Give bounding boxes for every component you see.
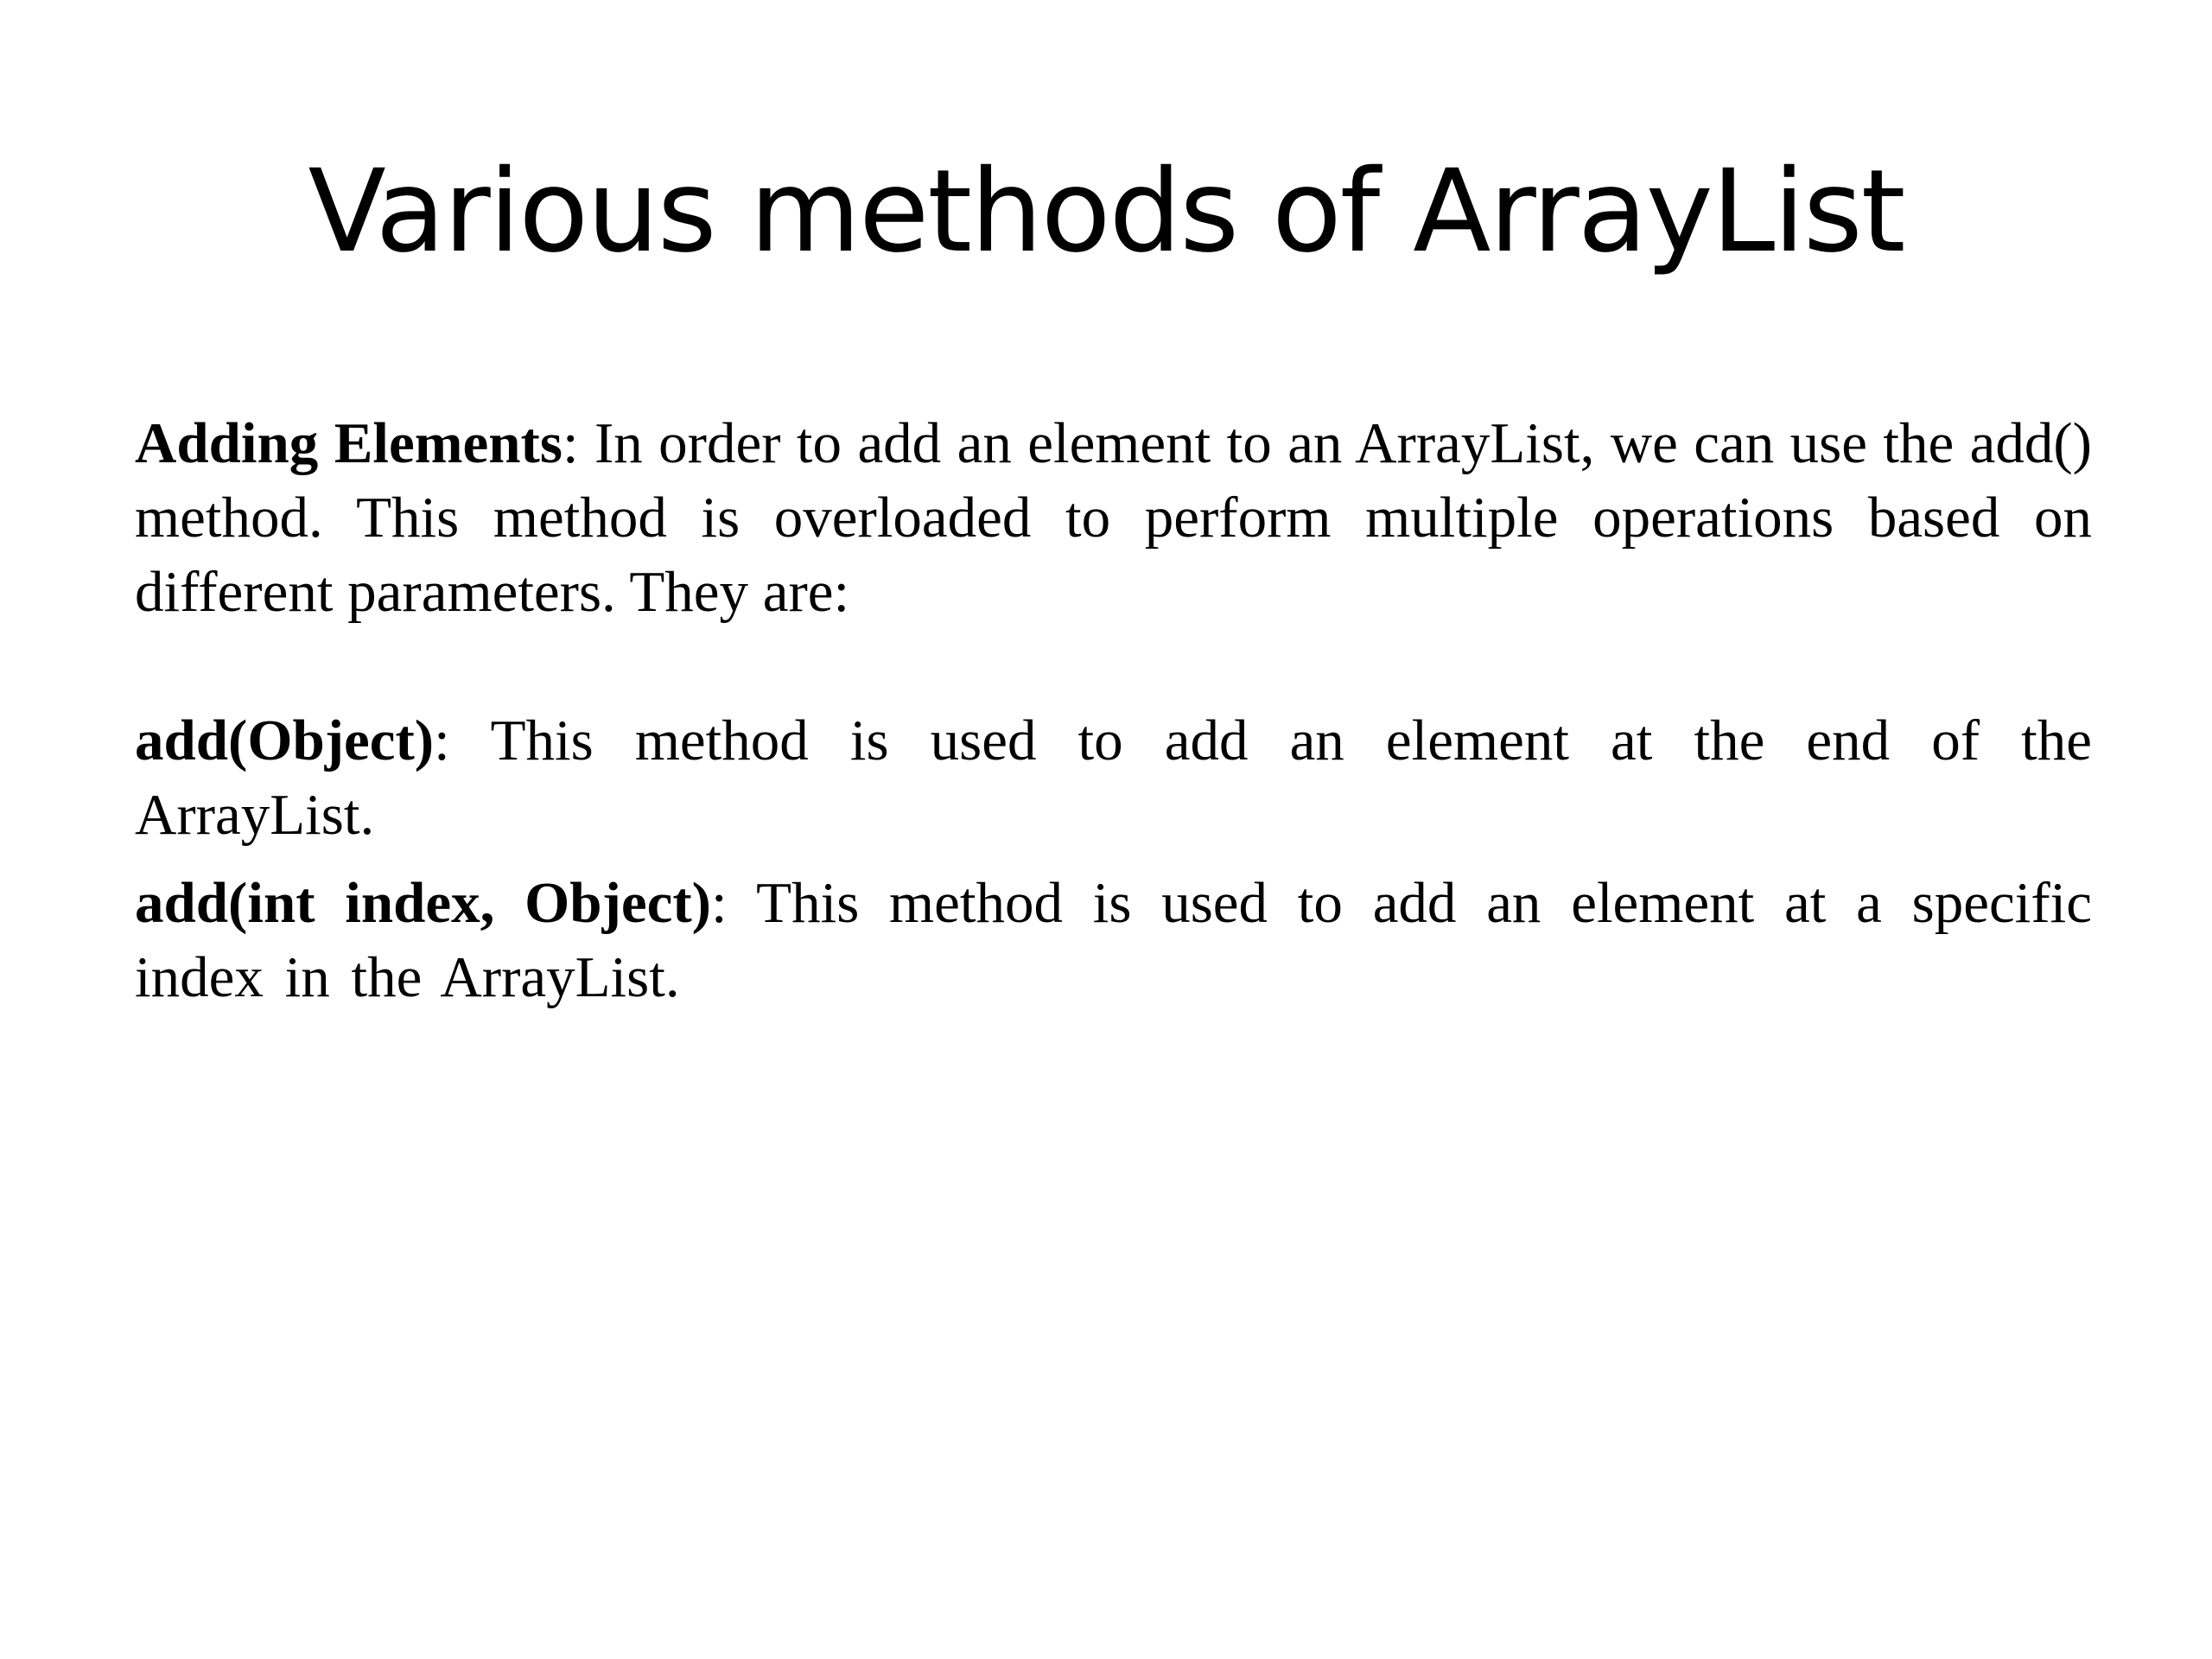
intro-paragraph: [135, 406, 2092, 629]
method-description: : This method is used to add an element at a specific index in the ArrayList.: [135, 871, 2092, 1009]
method-signature: add(int index, Object): [135, 871, 711, 935]
method-description: : This method is used to add an element at the end of the ArrayList.: [135, 709, 2092, 847]
method-signature: add(Object): [135, 709, 435, 772]
slide-title: Various methods of ArrayList: [308, 145, 1904, 278]
method-add-index-object: [135, 866, 2092, 1014]
intro-term: Adding Elements: [135, 411, 563, 475]
method-add-object: [135, 703, 2092, 852]
slide-body: [135, 406, 2092, 1014]
intro-text: : In order to add an element to an ArrayList, we can use the add() method. This method is overloaded to perform multiple operations based on different parameters. They are:: [135, 411, 2092, 624]
